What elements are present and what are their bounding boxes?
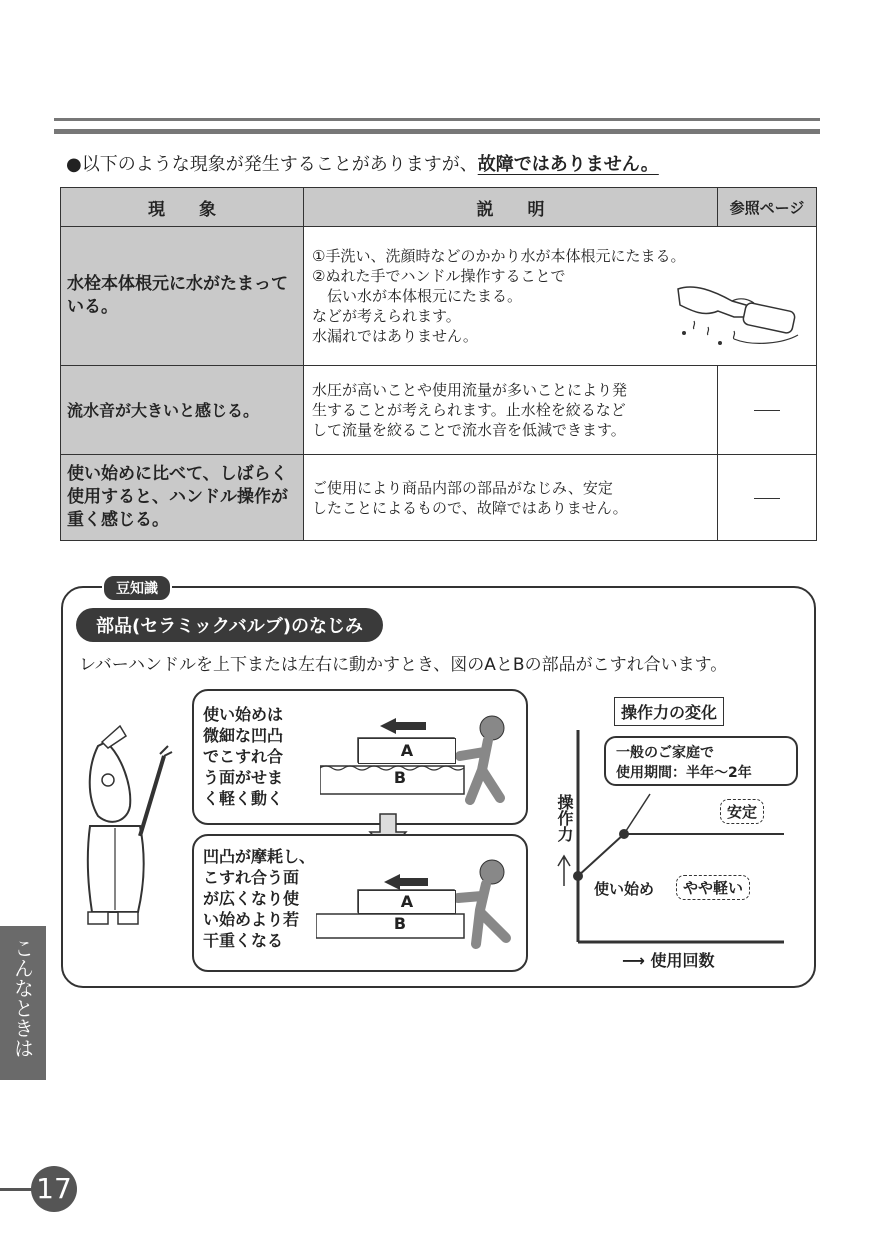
bubble-line: 干重くなる (203, 931, 284, 950)
description-line: ②ぬれた手でハンドル操作することで (312, 267, 566, 285)
description-line: 水漏れではありません。 (312, 327, 478, 345)
header-rule-thick (54, 129, 820, 134)
bubble-line: こすれ合う面 (203, 868, 300, 887)
bubble-line: 微細な凹凸 (203, 726, 284, 745)
tips-lead: レバーハンドルを上下または左右に動かすとき、図のAとBの部品がこすれ合います。 (79, 655, 728, 675)
start-point (573, 871, 583, 881)
bubble-line: う面がせま (203, 768, 284, 787)
phenomenon-cell: 流水音が大きいと感じる。 (61, 366, 304, 455)
callout-line: 使用期間：半年〜2年 (616, 765, 752, 781)
column-header-reference: 参照ページ (718, 188, 817, 227)
description-cell (304, 366, 718, 455)
force-curve (578, 834, 784, 876)
reference-dash (754, 498, 780, 499)
description-line: 伝い水が本体根元にたまる。 (312, 287, 523, 305)
bubble-line: が広くなり使 (203, 889, 300, 908)
intro-lead: ●以下のような現象が発生することがありますが、 (66, 154, 478, 175)
light-label: やや軽い (676, 875, 750, 900)
right-arrow-icon: ⟶ (622, 951, 651, 970)
table-header-row (61, 188, 817, 227)
block-b-label: B (393, 768, 407, 787)
description-line: 水圧が高いことや使用流量が多いことにより発 (312, 381, 628, 399)
bubble-after-text (203, 846, 315, 951)
phenomenon-cell: 水栓本体根元に水がたまっている。 (61, 227, 304, 366)
table-row (61, 366, 817, 455)
start-label: 使い始め (594, 880, 655, 898)
bubble-line: でこすれ合 (203, 747, 284, 766)
side-tab-label: こんなときは (10, 938, 35, 1058)
block-b-label: B (393, 914, 407, 933)
page-number: 17 (31, 1166, 77, 1212)
left-arrow-icon (380, 718, 426, 734)
stable-label: 安定 (720, 799, 764, 824)
description-line: ①手洗い、洗顔時などのかかり水が本体根元にたまる。 (312, 247, 686, 265)
x-axis-label: 使用回数 (650, 951, 715, 970)
professor-illustration (68, 716, 178, 928)
table-row (61, 455, 817, 541)
bubble-line: 使い始めは (203, 705, 284, 724)
bubble-line: い始めより若 (203, 910, 300, 929)
callout-line: 一般のご家庭で (616, 745, 714, 761)
intro-emphasis: 故障ではありません。 (477, 154, 659, 175)
tips-heading: 部品(セラミックバルブ)のなじみ (76, 608, 383, 642)
period-callout (604, 736, 798, 786)
troubleshooting-table (60, 187, 817, 541)
column-header-phenomenon: 現 象 (61, 188, 304, 227)
column-header-description: 説 明 (304, 188, 718, 227)
bubble-initial-text (203, 704, 283, 809)
side-tab (0, 926, 46, 1080)
bubble-line: 凹凸が摩耗し、 (203, 847, 316, 866)
intro-text (66, 150, 659, 176)
reference-cell (718, 366, 817, 455)
description-cell (304, 227, 817, 366)
left-arrow-icon (384, 874, 428, 890)
bubble-line: く軽く動く (203, 789, 284, 808)
description-line: ご使用により商品内部の部品がなじみ、安定 (312, 478, 613, 497)
table-row (61, 227, 817, 366)
tips-tag: 豆知識 (102, 574, 172, 602)
description-line: などが考えられます。 (312, 307, 461, 325)
description-line: 生することが考えられます。止水栓を絞るなど (312, 401, 626, 419)
description-line: して流量を絞ることで流水音を低減できます。 (312, 421, 626, 439)
graph-title: 操作力の変化 (614, 697, 724, 726)
phenomenon-cell: 使い始めに比べて、しばらく使用すると、ハンドル操作が重く感じる。 (61, 455, 304, 541)
reference-dash (754, 410, 780, 411)
up-arrow-icon (558, 856, 570, 886)
y-axis-label: 操作力 (555, 794, 574, 842)
wet-hand-faucet-illustration (674, 277, 804, 351)
description-cell (304, 455, 718, 541)
block-a-label: A (358, 890, 456, 914)
header-rule-thin (54, 118, 820, 121)
reference-cell (718, 455, 817, 541)
description-line: したことによるもので、故障ではありません。 (312, 498, 628, 517)
block-a-label: A (358, 738, 456, 764)
x-axis-label-wrap (622, 948, 715, 971)
